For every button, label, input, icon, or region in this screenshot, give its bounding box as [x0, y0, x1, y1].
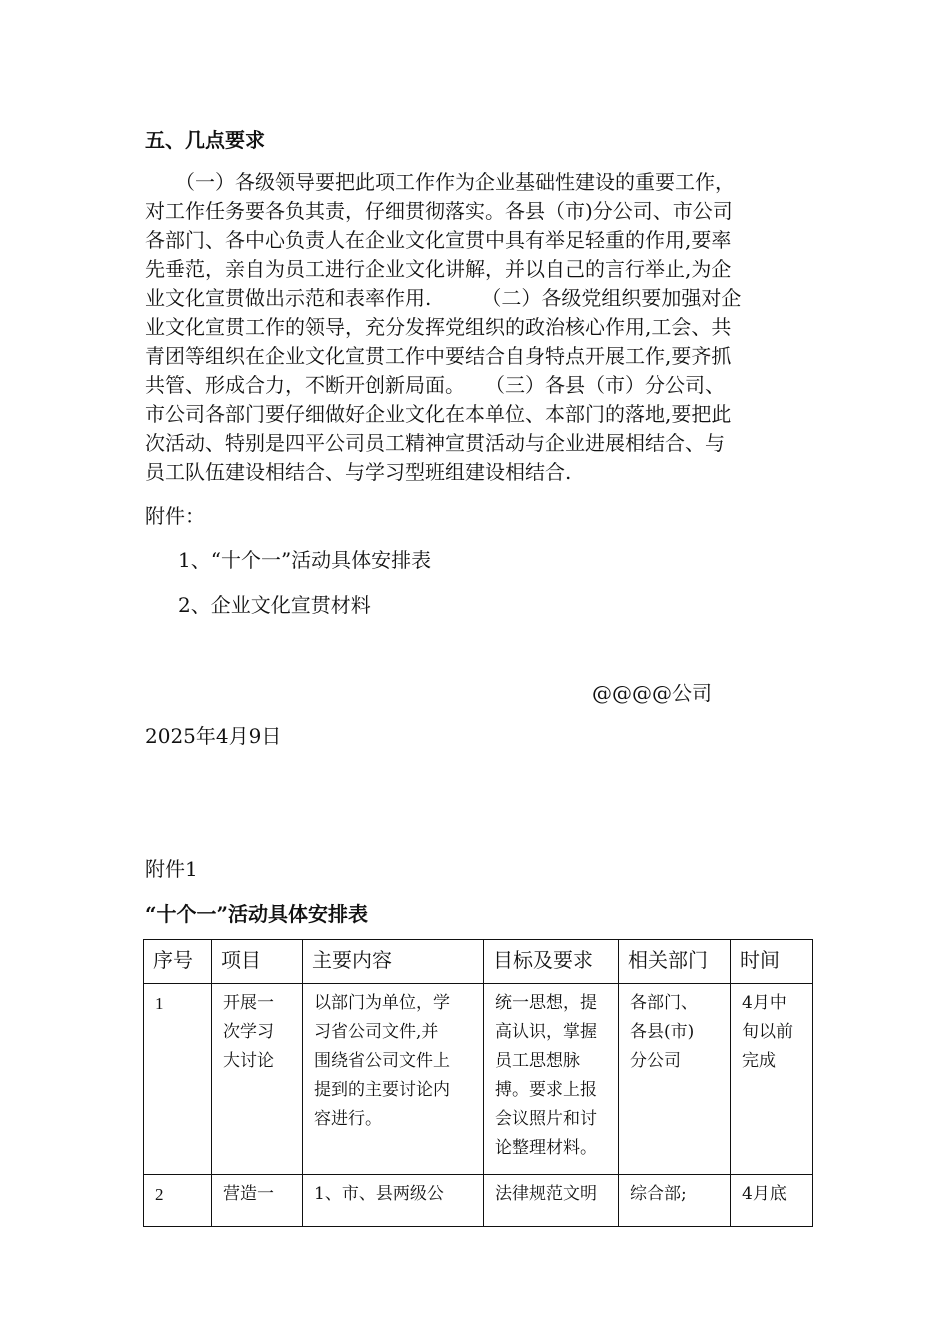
header-cell: 序号	[144, 940, 212, 984]
header-cell: 相关部门	[619, 940, 731, 984]
content-cell	[303, 984, 484, 1175]
cell-line: 完成	[742, 1051, 776, 1071]
cell-line: 各县(市)	[630, 1022, 695, 1042]
signature-company: @@@@公司	[592, 681, 712, 705]
attachment-item: 1、“十个一”活动具体安排表	[178, 548, 432, 572]
goal-cell	[484, 1175, 619, 1227]
cell-line: 次学习	[223, 1022, 274, 1042]
dept-cell	[619, 984, 731, 1175]
header-cell: 项目	[212, 940, 303, 984]
cell-line: 统一思想，提	[495, 993, 597, 1013]
attachment-item: 2、企业文化宣贯材料	[178, 593, 371, 617]
schedule-table	[143, 939, 813, 1227]
attachments-label: 附件：	[145, 504, 205, 528]
cell-line: 高认识，掌握	[495, 1022, 597, 1042]
row-number: 2	[144, 1175, 212, 1227]
paragraph-line: 业文化宣贯工作的领导，充分发挥党组织的政治核心作用,工会、共	[145, 315, 732, 339]
paragraph-line: 业文化宣贯做出示范和表率作用. （二）各级党组织要加强对企	[145, 286, 742, 310]
paragraph-line: 各部门、各中心负责人在企业文化宣贯中具有举足轻重的作用,要率	[145, 228, 732, 252]
cell-line: 4月底	[742, 1184, 787, 1204]
cell-line: 各部门、	[630, 993, 698, 1013]
cell-line: 容进行。	[314, 1109, 382, 1129]
dept-cell	[619, 1175, 731, 1227]
time-cell	[731, 984, 813, 1175]
cell-line: 1、市、县两级公	[314, 1184, 444, 1204]
header-cell: 时间	[731, 940, 813, 984]
signature-date: 2025年4月9日	[145, 724, 282, 748]
cell-line: 论整理材料。	[495, 1138, 597, 1158]
cell-line: 大讨论	[223, 1051, 274, 1071]
time-cell	[731, 1175, 813, 1227]
goal-cell	[484, 984, 619, 1175]
cell-line: 习省公司文件,并	[314, 1022, 439, 1042]
cell-line: 会议照片和讨	[495, 1109, 597, 1129]
cell-line: 旬以前	[742, 1022, 793, 1042]
section-heading: 五、几点要求	[145, 128, 265, 152]
cell-line: 以部门为单位，学	[314, 993, 450, 1013]
cell-line: 提到的主要讨论内	[314, 1080, 450, 1100]
header-cell: 主要内容	[303, 940, 484, 984]
paragraph-line: 对工作任务要各负其责，仔细贯彻落实。各县（市)分公司、市公司	[145, 199, 733, 223]
cell-line: 4月中	[742, 993, 787, 1013]
paragraph-line: 市公司各部门要仔细做好企业文化在本单位、本部门的落地,要把此	[145, 402, 732, 426]
paragraph-line: （一）各级领导要把此项工作作为企业基础性建设的重要工作，	[145, 170, 735, 194]
cell-line: 综合部;	[630, 1184, 687, 1204]
row-number: 1	[144, 984, 212, 1175]
paragraph-line: 员工队伍建设相结合、与学习型班组建设相结合.	[145, 460, 572, 484]
item-cell	[212, 1175, 303, 1227]
cell-line: 法律规范文明	[495, 1184, 597, 1204]
item-cell	[212, 984, 303, 1175]
paragraph-line: 次活动、特别是四平公司员工精神宣贯活动与企业进展相结合、与	[145, 431, 725, 455]
cell-line: 围绕省公司文件上	[314, 1051, 450, 1071]
header-cell: 目标及要求	[484, 940, 619, 984]
table-header-row	[144, 940, 813, 984]
appendix-title: “十个一”活动具体安排表	[145, 902, 369, 926]
cell-line: 搏。要求上报	[495, 1080, 597, 1100]
appendix-label: 附件1	[145, 857, 198, 881]
paragraph-line: 先垂范，亲自为员工进行企业文化讲解，并以自己的言行举止,为企	[145, 257, 732, 281]
table-row	[144, 1175, 813, 1227]
cell-line: 营造一	[223, 1184, 274, 1204]
cell-line: 分公司	[630, 1051, 681, 1071]
paragraph-line: 青团等组织在企业文化宣贯工作中要结合自身特点开展工作,要齐抓	[145, 344, 732, 368]
requirements-paragraph	[145, 168, 815, 487]
table-row	[144, 984, 813, 1175]
paragraph-line: 共管、形成合力，不断开创新局面。 （三）各县（市）分公司、	[145, 373, 725, 397]
cell-line: 开展一	[223, 993, 274, 1013]
content-cell	[303, 1175, 484, 1227]
cell-line: 员工思想脉	[495, 1051, 580, 1071]
